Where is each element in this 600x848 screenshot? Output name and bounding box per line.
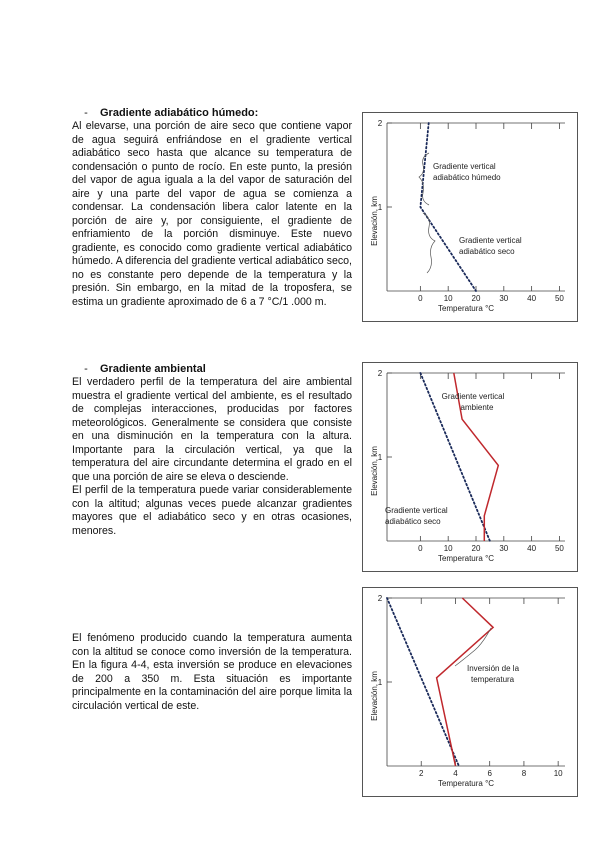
chart-moist-adiabatic [362,112,578,322]
bullet: - [84,363,88,375]
section-moist-gradient [72,106,352,309]
y-tick-label: 1 [377,678,383,687]
y-axis-label: Elevación, km [370,196,379,246]
x-tick-label: 40 [527,544,537,553]
annotation-inversion-1: Inversión de la [467,664,520,673]
x-tick-label: 2 [419,769,424,778]
x-tick-label: 10 [553,769,563,778]
heading-text: Gradiente ambiental [100,363,206,375]
x-axis-label: Temperatura °C [437,779,495,788]
paragraph: El perfil de la temperatura puede variar considerablemente con la altitud; algunas veces puede alcanzar gradientes mayores que el adiabático seco y en otras ocasiones, menores. [72,484,352,537]
x-tick-label: 30 [499,544,509,553]
bracket-dry [423,213,435,273]
annotation-env-2: ambiente [460,403,494,412]
annotation-inversion-2: temperatura [471,675,515,684]
x-tick-label: 30 [499,294,509,303]
x-tick-label: 20 [471,294,481,303]
paragraph: Al elevarse, una porción de aire seco que contiene vapor de agua seguirá enfriándose en el gradiente vertical adiabático seco hasta que alcance su temperatura de condensación o punto de rocío. En este punto, la presión del vapor de agua iguala a la del vapor de saturación del aire y una parte del vapor de agua se comienza a condensar. La condensación libera calor latente en la porción de aire y, por consiguiente, el gradiente de enfriamiento de la porción disminuye. Este nuevo gradiente, es conocido como gradiente vertical adiabático húmedo. A diferencia del gradiente vertical adiabático seco, no es constante pero depende de la temperatura y la presión. Sin embargo, en la mitad de la troposfera, se estima un gradiente aproximado de 6 a 7 °C/1 .000 m. [72,120,352,308]
y-axis-label: Elevación, km [370,446,379,496]
dry-adiabatic-line [420,123,476,291]
x-tick-label: 50 [554,544,564,553]
x-tick-label: 8 [521,769,527,778]
y-tick-label: 2 [377,594,383,603]
x-tick-label: 10 [443,294,453,303]
x-tick-label: 20 [471,544,481,553]
chart-inversion [362,587,578,797]
chart-ambient [362,362,578,572]
section-heading [72,106,352,120]
bullet: - [84,107,88,119]
annotation-dry-1: Gradiente vertical [459,236,522,245]
section-inversion [72,632,352,713]
chart-svg [363,588,577,796]
chart-svg [363,363,577,571]
x-tick-label: 0 [418,294,423,303]
annotation-dry-2: adiabático seco [385,517,441,526]
section-ambient-gradient [72,362,352,538]
annotation-env-1: Gradiente vertical [441,392,505,401]
annotation-dry-1: Gradiente vertical [385,506,448,515]
x-tick-label: 6 [487,769,492,778]
paragraph: El fenómeno producido cuando la temperatura aumenta con la altitud se conoce como inversión de la temperatura. En la figura 4-4, esta inversión se produce en elevaciones de 200 a 350 m. Esta situación es importante principalmente en la contaminación del aire porque limita la circulación vertical de este. [72,632,352,712]
x-axis-label: Temperatura °C [437,554,495,563]
annotation-moist-2: adiabático húmedo [433,173,501,182]
x-tick-label: 40 [527,294,537,303]
x-tick-label: 0 [418,544,423,553]
annotation-dry-2: adiabático seco [459,247,515,256]
y-tick-label: 2 [377,369,383,378]
x-tick-label: 4 [453,769,458,778]
chart-svg [363,113,577,321]
y-tick-label: 2 [377,119,383,128]
y-tick-label: 1 [377,203,383,212]
annotation-moist-1: Gradiente vertical [433,162,496,171]
paragraph: El verdadero perfil de la temperatura del aire ambiental muestra el gradiente vertical del ambiente, es el resultado de complejas interacciones, producidas por factores meteorológicos. Generalmente se considera que consiste en una disminución en la temperatura con la altura. Importante para la circulación vertical, ya que la temperatura del aire circundante determina el grado en el que una porción de aire se eleva o desciende. [72,376,352,483]
x-axis-label: Temperatura °C [437,304,495,313]
x-tick-label: 10 [443,544,453,553]
dry-adiabatic-line [387,598,459,766]
y-tick-label: 1 [377,453,383,462]
y-axis-label: Elevación, km [370,671,379,721]
section-heading [72,362,352,376]
x-tick-label: 50 [554,294,564,303]
heading-text: Gradiente adiabático húmedo: [100,107,259,119]
